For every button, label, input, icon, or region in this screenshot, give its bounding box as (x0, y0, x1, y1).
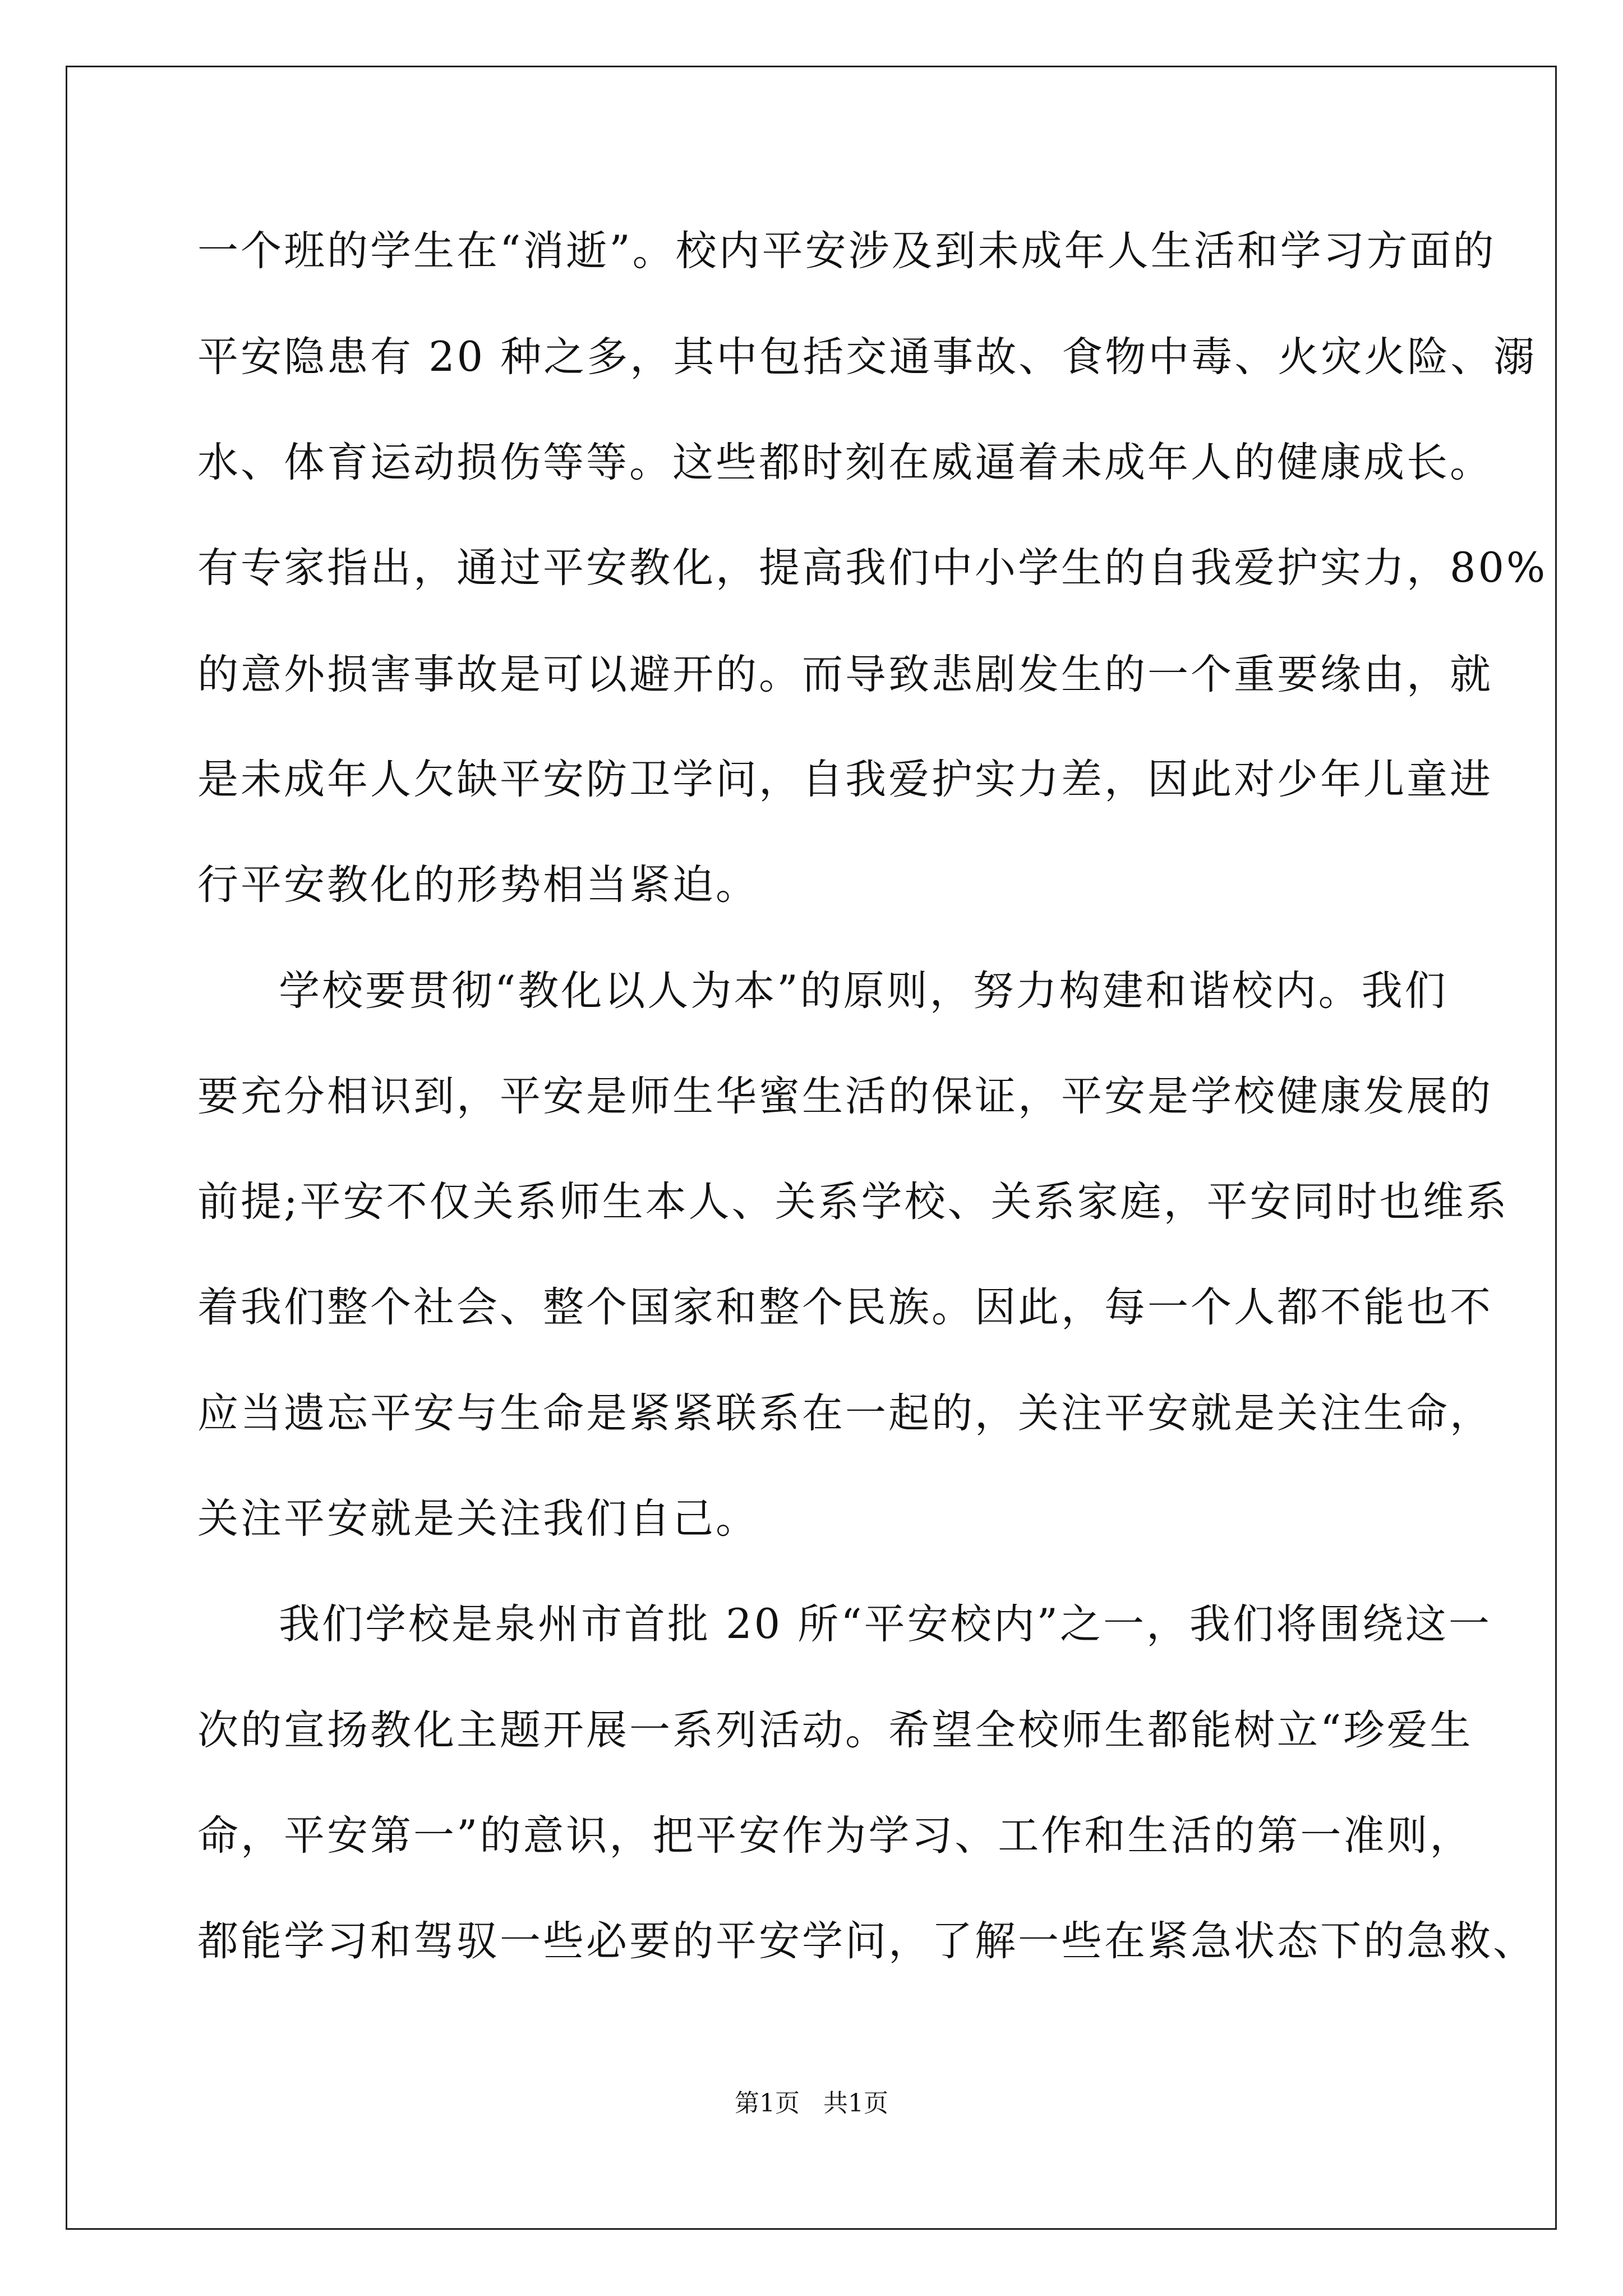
text-line: 一个班的学生在“消逝”。校内平安涉及到未成年人生活和学习方面的 (197, 227, 1496, 275)
paragraph-start-line: 学校要贯彻“教化以人为本”的原则，努力构建和谐校内。我们 (279, 967, 1448, 1015)
text-line: 水、体育运动损伤等等。这些都时刻在威逼着未成年人的健康成长。 (197, 439, 1493, 486)
text-line: 关注平安就是关注我们自己。 (197, 1495, 759, 1543)
paragraph-start-line: 我们学校是泉州市首批 20 所“平安校内”之一，我们将围绕这一 (279, 1600, 1492, 1648)
text-line: 的意外损害事故是可以避开的。而导致悲剧发生的一个重要缘由，就 (197, 651, 1493, 698)
text-line: 是未成年人欠缺平安防卫学问，自我爱护实力差，因此对少年儿童进 (197, 756, 1493, 803)
text-line: 次的宣扬教化主题开展一系列活动。希望全校师生都能树立“珍爱生 (197, 1706, 1473, 1754)
text-line: 行平安教化的形势相当紧迫。 (197, 861, 759, 909)
text-line: 要充分相识到，平安是师生华蜜生活的保证，平安是学校健康发展的 (197, 1073, 1493, 1120)
page-border (66, 66, 1557, 2230)
text-line: 平安隐患有 20 种之多，其中包括交通事故、食物中毒、火灾火险、溺 (197, 333, 1537, 381)
text-line: 着我们整个社会、整个国家和整个民族。因此，每一个人都不能也不 (197, 1283, 1493, 1331)
text-line: 都能学习和驾驭一些必要的平安学问，了解一些在紧急状态下的急救、 (197, 1917, 1536, 1965)
text-line: 应当遗忘平安与生命是紧紧联系在一起的，关注平安就是关注生命， (197, 1389, 1493, 1437)
text-line: 命，平安第一”的意识，把平安作为学习、工作和生活的第一准则， (197, 1812, 1473, 1860)
page-number-footer: 第1页 共1页 (735, 2089, 888, 2118)
text-line: 有专家指出，通过平安教化，提高我们中小学生的自我爱护实力，80% (197, 544, 1548, 592)
text-line: 前提;平安不仅关系师生本人、关系学校、关系家庭，平安同时也维系 (197, 1178, 1509, 1226)
